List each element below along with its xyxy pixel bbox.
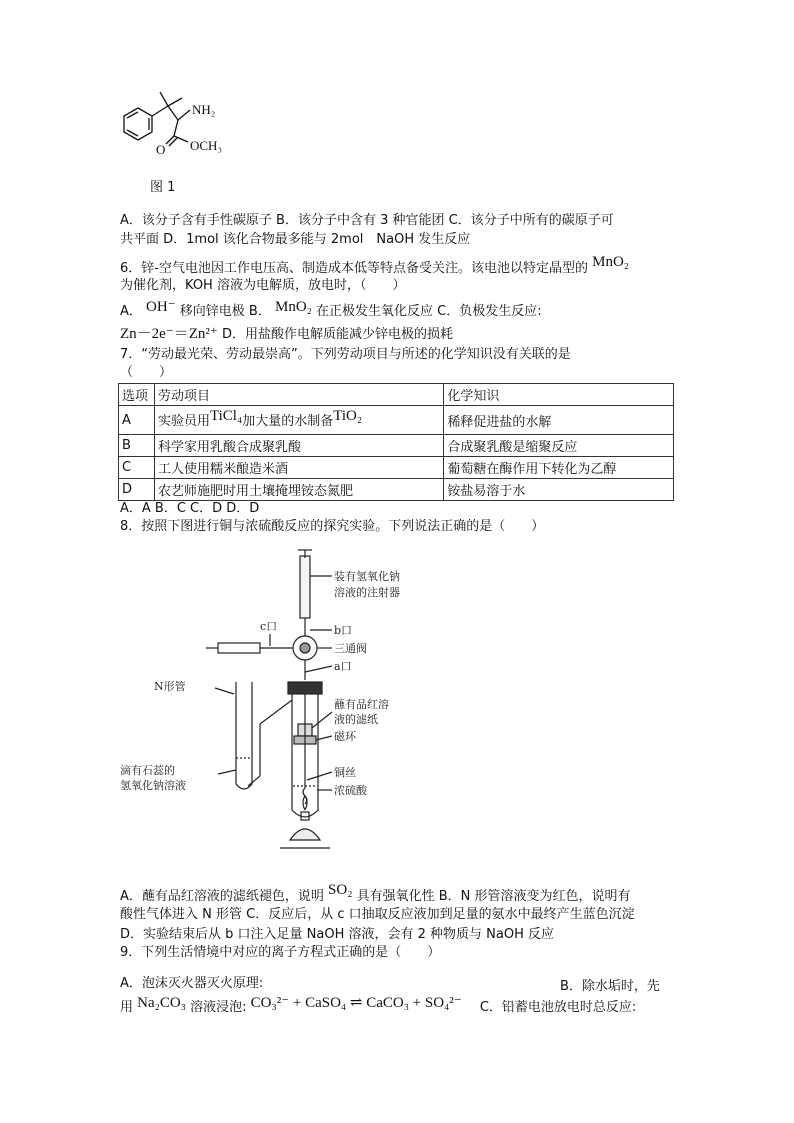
filter-paper-label-1: 蘸有品红溶: [334, 698, 389, 711]
q9-line2-pre: 用: [120, 1000, 134, 1015]
table-row: [119, 406, 674, 435]
q8-opt-a-pre: A．蘸有品红溶液的滤纸褪色，说明: [120, 889, 324, 904]
q6-opt-c-equation: Zn－2e⁻＝Zn²⁺: [120, 326, 218, 342]
table-cell-project: [154, 406, 443, 435]
litmus-label-1: 滴有石蕊的: [120, 764, 175, 777]
q6-opt-a-suffix: 移向锌电极 B．: [179, 304, 271, 319]
table-header-cell: 化学知识: [444, 384, 674, 406]
c-port-label: c口: [260, 620, 278, 633]
figure-caption: 图 1: [150, 180, 176, 195]
q6-stem-line2: 为催化剂，KOH 溶液为电解质，放电时，（ ）: [120, 278, 406, 293]
q8-stem: 8．按照下图进行铜与浓硫酸反应的探究实验。下列说法正确的是（ ）: [120, 519, 545, 534]
litmus-label-2: 氢氧化钠溶液: [120, 779, 186, 792]
q6-opt-a-prefix: A．: [120, 304, 142, 319]
table-cell-option: A: [119, 406, 155, 435]
q9-opt-c: C．铅蓄电池放电时总反应:: [479, 1000, 637, 1015]
syringe-label-1: 装有氢氧化钠: [334, 570, 400, 583]
och3-label: OCH₃: [190, 138, 222, 153]
filter-paper-label-2: 液的滤纸: [334, 713, 378, 726]
q5-options-line2: 共平面 D．1mol 该化合物最多能与 2mol NaOH 发生反应: [120, 232, 471, 247]
table-row: [119, 435, 674, 457]
q6-opt-b-suffix: 在正极发生氧化反应 C．负极发生反应:: [316, 304, 542, 319]
acid-label: 浓硫酸: [334, 784, 367, 797]
copper-wire-label: 铜丝: [334, 766, 356, 779]
table-cell-project: 农艺师施肥时用土壤掩埋铵态氮肥: [154, 479, 443, 501]
q9-stem: 9．下列生活情境中对应的离子方程式正确的是（ ）: [120, 945, 441, 960]
tio2-formula: TiO₂: [333, 408, 363, 424]
q6-oh-formula: OH⁻: [146, 299, 176, 315]
table-row: [119, 479, 674, 501]
carbonate-equilibrium-equation: CO₃²⁻ + CaSO₄ ⇌ CaCO₃ + SO₄²⁻: [250, 995, 462, 1011]
table-cell-knowledge: 葡萄糖在酶作用下转化为乙醇: [444, 457, 674, 479]
nh2-label: NH₂: [192, 102, 216, 117]
table-cell-option: B: [119, 435, 155, 457]
q6-options-line1: [120, 299, 542, 321]
table-cell-option: D: [119, 479, 155, 501]
ticl4-formula: TiCl₄: [209, 408, 243, 424]
q9-line2: [120, 995, 637, 1017]
q6-stem-text: 6．锌-空气电池因工作电压高、制造成本低等特点备受关注。该电池以特定晶型的: [120, 261, 588, 276]
magnet-ring-label: 磁环: [334, 730, 356, 743]
b-port-label: b口: [334, 624, 353, 637]
syringe-label-2: 溶液的注射器: [334, 586, 400, 599]
q9-opt-a: A．泡沫灭火器灭火原理:: [120, 976, 264, 991]
labor-knowledge-table: [118, 383, 674, 501]
table-header-cell: 选项: [119, 384, 155, 406]
q6-opt-d: D．用盐酸作电解质能减少锌电极的损耗: [221, 327, 453, 342]
q8-options-line2: 酸性气体进入 N 形管 C．反应后，从 c 口抽取反应液加到足量的氨水中最终产生蓝色沉淀: [120, 907, 635, 922]
q7-stem-line2: （ ）: [120, 365, 173, 380]
na2co3-formula: Na₂CO₃: [137, 995, 186, 1011]
q7-choices: A．A B．C C．D D．D: [120, 501, 260, 516]
q8-opt-a-post: 具有强氧化性 B．N 形管溶液变为红色，说明有: [356, 889, 631, 904]
q6-mno2-formula-b: MnO₂: [274, 299, 312, 315]
q8-options-line3: D．实验结束后从 b 口注入足量 NaOH 溶液，会有 2 种物质与 NaOH 反应: [120, 927, 554, 942]
table-row: [119, 457, 674, 479]
table-cell-knowledge: 铵盐易溶于水: [444, 479, 674, 501]
q6-options-line2: [120, 325, 453, 344]
carbonyl-o-label: O: [156, 142, 166, 157]
project-text: 加大量的水制备: [242, 414, 334, 429]
table-cell-option: C: [119, 457, 155, 479]
table-cell-project: 工人使用糯米酿造米酒: [154, 457, 443, 479]
structural-formula: [116, 88, 256, 160]
table-cell-knowledge: 合成聚乳酸是缩聚反应: [444, 435, 674, 457]
q9-line2-mid: 溶液浸泡:: [190, 1000, 247, 1015]
experiment-apparatus-diagram: [120, 548, 420, 860]
q9-opt-b: B．除水垢时，先: [560, 979, 660, 994]
q7-stem-line1: 7．“劳动最光荣、劳动最崇高”。下列劳动项目与所述的化学知识没有关联的是: [120, 347, 571, 362]
n-tube-label: N形管: [154, 680, 186, 693]
q5-options-line1: A．该分子含有手性碳原子 B．该分子中含有 3 种官能团 C．该分子中所有的碳原子可: [120, 213, 614, 228]
table-header-cell: 劳动项目: [154, 384, 443, 406]
valve-label: 三通阀: [334, 642, 367, 655]
q6-stem-line1: [120, 254, 630, 278]
q8-options-line1: [120, 882, 631, 906]
a-port-label: a口: [334, 660, 352, 673]
table-cell-project: 科学家用乳酸合成聚乳酸: [154, 435, 443, 457]
table-cell-knowledge: 稀释促进盐的水解: [444, 406, 674, 435]
table-header-row: [119, 384, 674, 406]
so2-formula: SO₂: [328, 882, 353, 898]
project-text: 实验员用: [157, 414, 210, 429]
q6-mno2-formula: MnO₂: [592, 254, 630, 270]
